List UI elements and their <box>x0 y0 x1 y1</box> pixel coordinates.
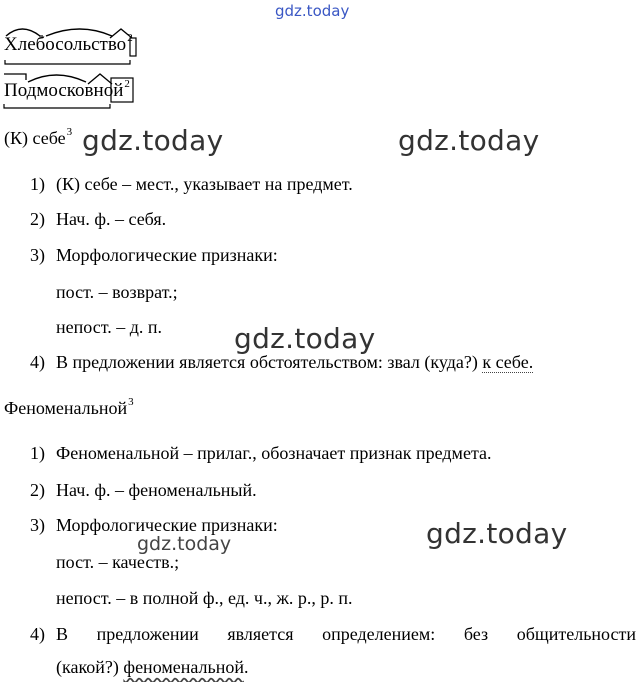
item-number: 3) <box>30 515 45 535</box>
list-item <box>30 515 278 536</box>
item-text: (К) себе – мест., указывает на предмет. <box>56 174 353 194</box>
prefix-mark <box>4 74 26 80</box>
word: общительности <box>516 624 636 644</box>
item-text: Нач. ф. – себя. <box>56 209 167 229</box>
list-item <box>30 624 636 645</box>
item-text: Нач. ф. – феноменальный. <box>56 480 257 500</box>
list-item <box>56 588 353 609</box>
item-number: 4) <box>30 352 45 372</box>
watermark-top: gdz.today <box>275 2 350 20</box>
superscript: 3 <box>128 396 134 408</box>
item-text: Феноменальной – прилаг., обозначает признак предмета. <box>56 443 492 463</box>
watermark: gdz.today <box>398 124 540 157</box>
justified-line <box>56 624 636 645</box>
item-text: пост. – качеств.; <box>56 552 180 572</box>
underlined-phrase: к себе. <box>482 352 534 372</box>
list-item <box>56 282 178 303</box>
watermark: gdz.today <box>137 533 232 555</box>
word: является <box>227 624 294 644</box>
section-title <box>4 128 72 149</box>
watermark: gdz.today <box>234 322 376 355</box>
section-title-text: Феноменальной <box>4 398 128 418</box>
stem-bracket <box>4 104 110 108</box>
list-item <box>30 480 257 501</box>
ending-box <box>111 78 133 102</box>
list-item <box>56 657 248 678</box>
list-item <box>56 552 179 573</box>
word-ending: ой <box>103 80 124 101</box>
item-text: непост. – в полной ф., ед. ч., ж. р., р. п. <box>56 588 353 608</box>
section-title <box>4 398 134 419</box>
list-item <box>30 352 533 373</box>
root-arc <box>28 75 86 82</box>
word: без <box>463 624 489 644</box>
list-item <box>30 174 353 195</box>
suffix-mark <box>88 74 112 84</box>
item-text: пост. – возврат.; <box>56 282 178 302</box>
item-text: Морфологические признаки: <box>56 245 278 265</box>
superscript: 2 <box>124 78 130 90</box>
list-item <box>30 443 492 464</box>
item-number: 2) <box>30 209 45 229</box>
item-text: В предложении является обстоятельством: звал (куда?) <box>56 352 483 372</box>
word: предложении <box>96 624 199 644</box>
word-stem: Подмосковн <box>4 80 104 101</box>
word: определением: <box>322 624 436 644</box>
word: В <box>56 624 69 644</box>
word-text: Хлебосольство <box>4 34 127 55</box>
superscript: 2 <box>127 32 133 44</box>
root-arc <box>6 29 40 36</box>
list-item <box>30 209 166 230</box>
watermark: gdz.today <box>426 517 568 550</box>
list-item <box>30 245 278 266</box>
item-number: 3) <box>30 245 45 265</box>
watermark: gdz.today <box>82 124 224 157</box>
item-text: Морфологические признаки: <box>56 515 278 535</box>
superscript: 3 <box>66 126 73 138</box>
list-item <box>56 317 162 338</box>
ending-box <box>130 38 136 56</box>
item-number: 2) <box>30 480 45 500</box>
item-text: (какой?) <box>56 657 124 677</box>
item-number: 4) <box>30 624 45 644</box>
item-number: 1) <box>30 443 45 463</box>
root-arc <box>46 29 112 36</box>
section-title-text: (К) себе <box>4 128 66 148</box>
stem-bracket <box>5 60 130 64</box>
item-text: . <box>243 657 249 677</box>
suffix-mark <box>110 29 132 38</box>
item-text: непост. – д. п. <box>56 317 162 337</box>
item-number: 1) <box>30 174 45 194</box>
underlined-word: феноменальной <box>123 657 244 677</box>
